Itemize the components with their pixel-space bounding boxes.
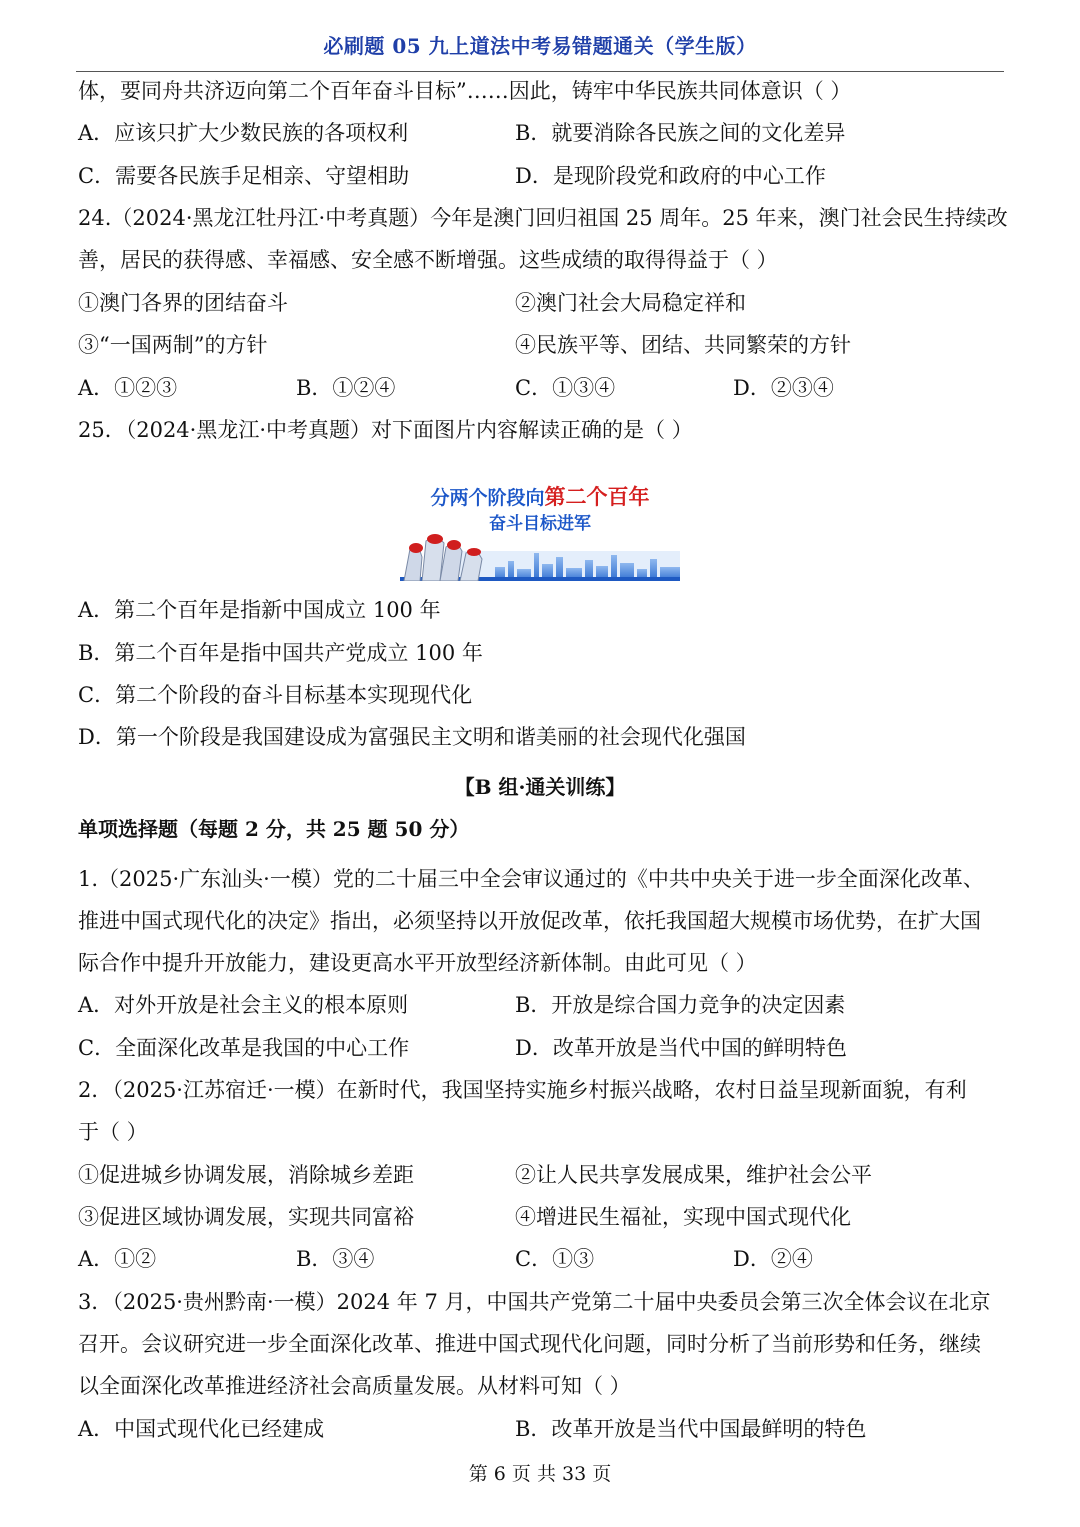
q3-option-a: A．中国式现代化已经建成 [78,1417,325,1441]
poster-headline-part2: 第二个百年 [544,485,650,509]
section-b-title: 【B 组·通关训练】 [454,775,626,799]
q24-item-4: ④民族平等、团结、共同繁荣的方针 [515,333,851,357]
page-number-footer: 第 6 页 共 33 页 [468,1463,612,1485]
q2-option-a: A．①② [78,1247,157,1271]
q24-option-b: B．①②④ [296,376,396,400]
q24-option-d: D．②③④ [733,376,834,400]
q23-option-c: C．需要各民族手足相亲、守望相助 [78,164,410,188]
q24-option-c: C．①③④ [515,376,616,400]
q24-option-a: A．①②③ [78,376,178,400]
q2-item-3: ③促进区域协调发展，实现共同富裕 [78,1205,414,1229]
q25-option-a: A．第二个百年是指新中国成立 100 年 [78,598,441,622]
q23-option-d: D．是现阶段党和政府的中心工作 [515,164,826,188]
q23-stem: 体，要同舟共济迈向第二个百年奋斗目标”……因此，铸牢中华民族共同体意识（ ） [78,79,852,103]
q2-item-2: ②让人民共享发展成果，维护社会公平 [515,1163,872,1187]
q24-item-1: ①澳门各界的团结奋斗 [78,291,288,315]
q1-stem-line2: 推进中国式现代化的决定》指出，必须坚持以开放促改革，依托我国超大规模市场优势，在扩大国 [78,909,981,933]
q24-stem-line2: 善，居民的获得感、幸福感、安全感不断增强。这些成绩的取得得益于（ ） [78,248,778,272]
q1-stem-line1: 1.（2025·广东汕头·一模）党的二十届三中全会审议通过的《中共中央关于进一步全面深化改革、 [78,867,984,891]
q1-option-b: B．开放是综合国力竞争的决定因素 [515,993,846,1017]
poster-headline [400,481,680,511]
q25-stem: 25．（2024·黑龙江·中考真题）对下面图片内容解读正确的是（ ） [78,418,693,442]
q3-stem-line2: 召开。会议研究进一步全面深化改革、推进中国式现代化问题，同时分析了当前形势和任务，继续 [78,1332,981,1356]
q24-item-3: ③“一国两制”的方针 [78,333,268,357]
q2-stem-line2: 于（ ） [78,1120,148,1144]
poster-skyline-graphic [400,531,680,581]
poster-headline-part1: 分两个阶段向 [430,487,545,509]
poster-subline: 奋斗目标进军 [489,514,591,534]
q1-option-d: D．改革开放是当代中国的鲜明特色 [515,1036,847,1060]
q24-stem-line1: 24.（2024·黑龙江牡丹江·中考真题）今年是澳门回归祖国 25 周年。25 年来，澳门社会民生持续改 [78,206,1008,230]
q25-option-d: D．第一个阶段是我国建设成为富强民主文明和谐美丽的社会现代化强国 [78,725,746,749]
q2-option-d: D．②④ [733,1247,813,1271]
section-b-subtitle: 单项选择题（每题 2 分，共 25 题 50 分） [78,817,470,841]
poster-raised-fists [404,534,482,581]
q2-item-1: ①促进城乡协调发展，消除城乡差距 [78,1163,414,1187]
q1-stem-line3: 际合作中提升开放能力，建设更高水平开放型经济新体制。由此可见（ ） [78,951,757,975]
q2-stem-line1: 2．（2025·江苏宿迁·一模）在新时代，我国坚持实施乡村振兴战略，农村日益呈现新面貌，有利 [78,1078,967,1102]
q3-option-b: B．改革开放是当代中国最鲜明的特色 [515,1417,867,1441]
q1-option-c: C．全面深化改革是我国的中心工作 [78,1036,410,1060]
q25-option-c: C．第二个阶段的奋斗目标基本实现现代化 [78,683,473,707]
q2-option-c: C．①③ [515,1247,595,1271]
q23-option-b: B．就要消除各民族之间的文化差异 [515,121,846,145]
header-divider [76,71,1004,72]
q3-stem-line3: 以全面深化改革推进经济社会高质量发展。从材料可知（ ） [78,1374,631,1398]
q2-option-b: B．③④ [296,1247,375,1271]
q23-option-a: A．应该只扩大少数民族的各项权利 [78,121,409,145]
q1-option-a: A．对外开放是社会主义的根本原则 [78,993,409,1017]
page-header-title: 必刷题 05 九上道法中考易错题通关（学生版） [323,34,757,58]
q2-item-4: ④增进民生福祉，实现中国式现代化 [515,1205,851,1229]
q24-item-2: ②澳门社会大局稳定祥和 [515,291,746,315]
q25-poster-image [400,463,680,581]
q25-option-b: B．第二个百年是指中国共产党成立 100 年 [78,641,483,665]
q3-stem-line1: 3．（2025·贵州黔南·一模）2024 年 7 月，中国共产党第二十届中央委员会第三次全体会议在北京 [78,1290,991,1314]
